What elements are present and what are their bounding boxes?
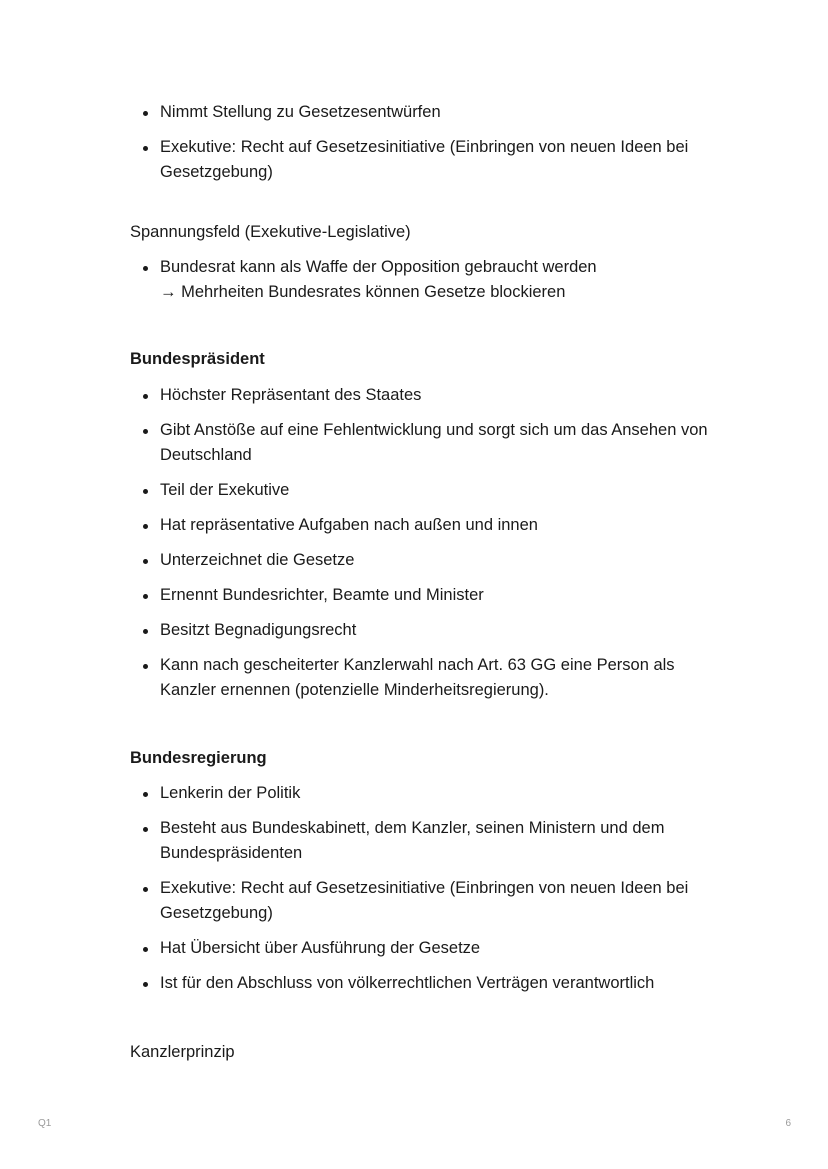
spannungsfeld-title: Spannungsfeld (Exekutive-Legislative) <box>130 223 411 241</box>
list-item <box>130 255 730 305</box>
list-item-subtext: → Mehrheiten Bundesrates können Gesetze blockieren <box>160 283 566 301</box>
list-item: Besteht aus Bundeskabinett, dem Kanzler, seinen Ministern und dem Bundespräsidenten <box>130 816 730 866</box>
list-item: Höchster Repräsentant des Staates <box>130 383 730 408</box>
spannungsfeld-section <box>130 220 730 315</box>
list-item: Kann nach gescheiterter Kanzlerwahl nach Art. 63 GG eine Person als Kanzler ernennen (potenzielle Minderheitsregierung). <box>130 653 730 703</box>
section-heading: Bundespräsident <box>130 350 265 368</box>
top-bullet-list <box>130 100 730 195</box>
list-item: Ernennt Bundesrichter, Beamte und Minister <box>130 583 730 608</box>
section-heading: Bundesregierung <box>130 749 267 767</box>
footer-label: Q1 <box>38 1118 52 1129</box>
list-item: Hat Übersicht über Ausführung der Gesetze <box>130 936 730 961</box>
list-item: Gibt Anstöße auf eine Fehlentwicklung und sorgt sich um das Ansehen von Deutschland <box>130 418 730 468</box>
list-item: Besitzt Begnadigungsrecht <box>130 618 730 643</box>
page-number: 6 <box>785 1118 791 1129</box>
list-item: Lenkerin der Politik <box>130 781 730 806</box>
list-item-text: Bundesrat kann als Waffe der Opposition gebraucht werden <box>160 258 597 276</box>
bundespraesident-section <box>130 347 730 713</box>
list-item: Exekutive: Recht auf Gesetzesinitiative (Einbringen von neuen Ideen bei Gesetzgebung) <box>130 135 730 185</box>
list-item: Ist für den Abschluss von völkerrechtlichen Verträgen verantwortlich <box>130 971 730 996</box>
kanzlerprinzip-title: Kanzlerprinzip <box>130 1043 235 1061</box>
list-item: Nimmt Stellung zu Gesetzesentwürfen <box>130 100 730 125</box>
list-item: Teil der Exekutive <box>130 478 730 503</box>
bundesregierung-section <box>130 746 730 1006</box>
list-item: Unterzeichnet die Gesetze <box>130 548 730 573</box>
kanzlerprinzip-section <box>130 1040 730 1065</box>
list-item: Hat repräsentative Aufgaben nach außen und innen <box>130 513 730 538</box>
list-item: Exekutive: Recht auf Gesetzesinitiative (Einbringen von neuen Ideen bei Gesetzgebung) <box>130 876 730 926</box>
